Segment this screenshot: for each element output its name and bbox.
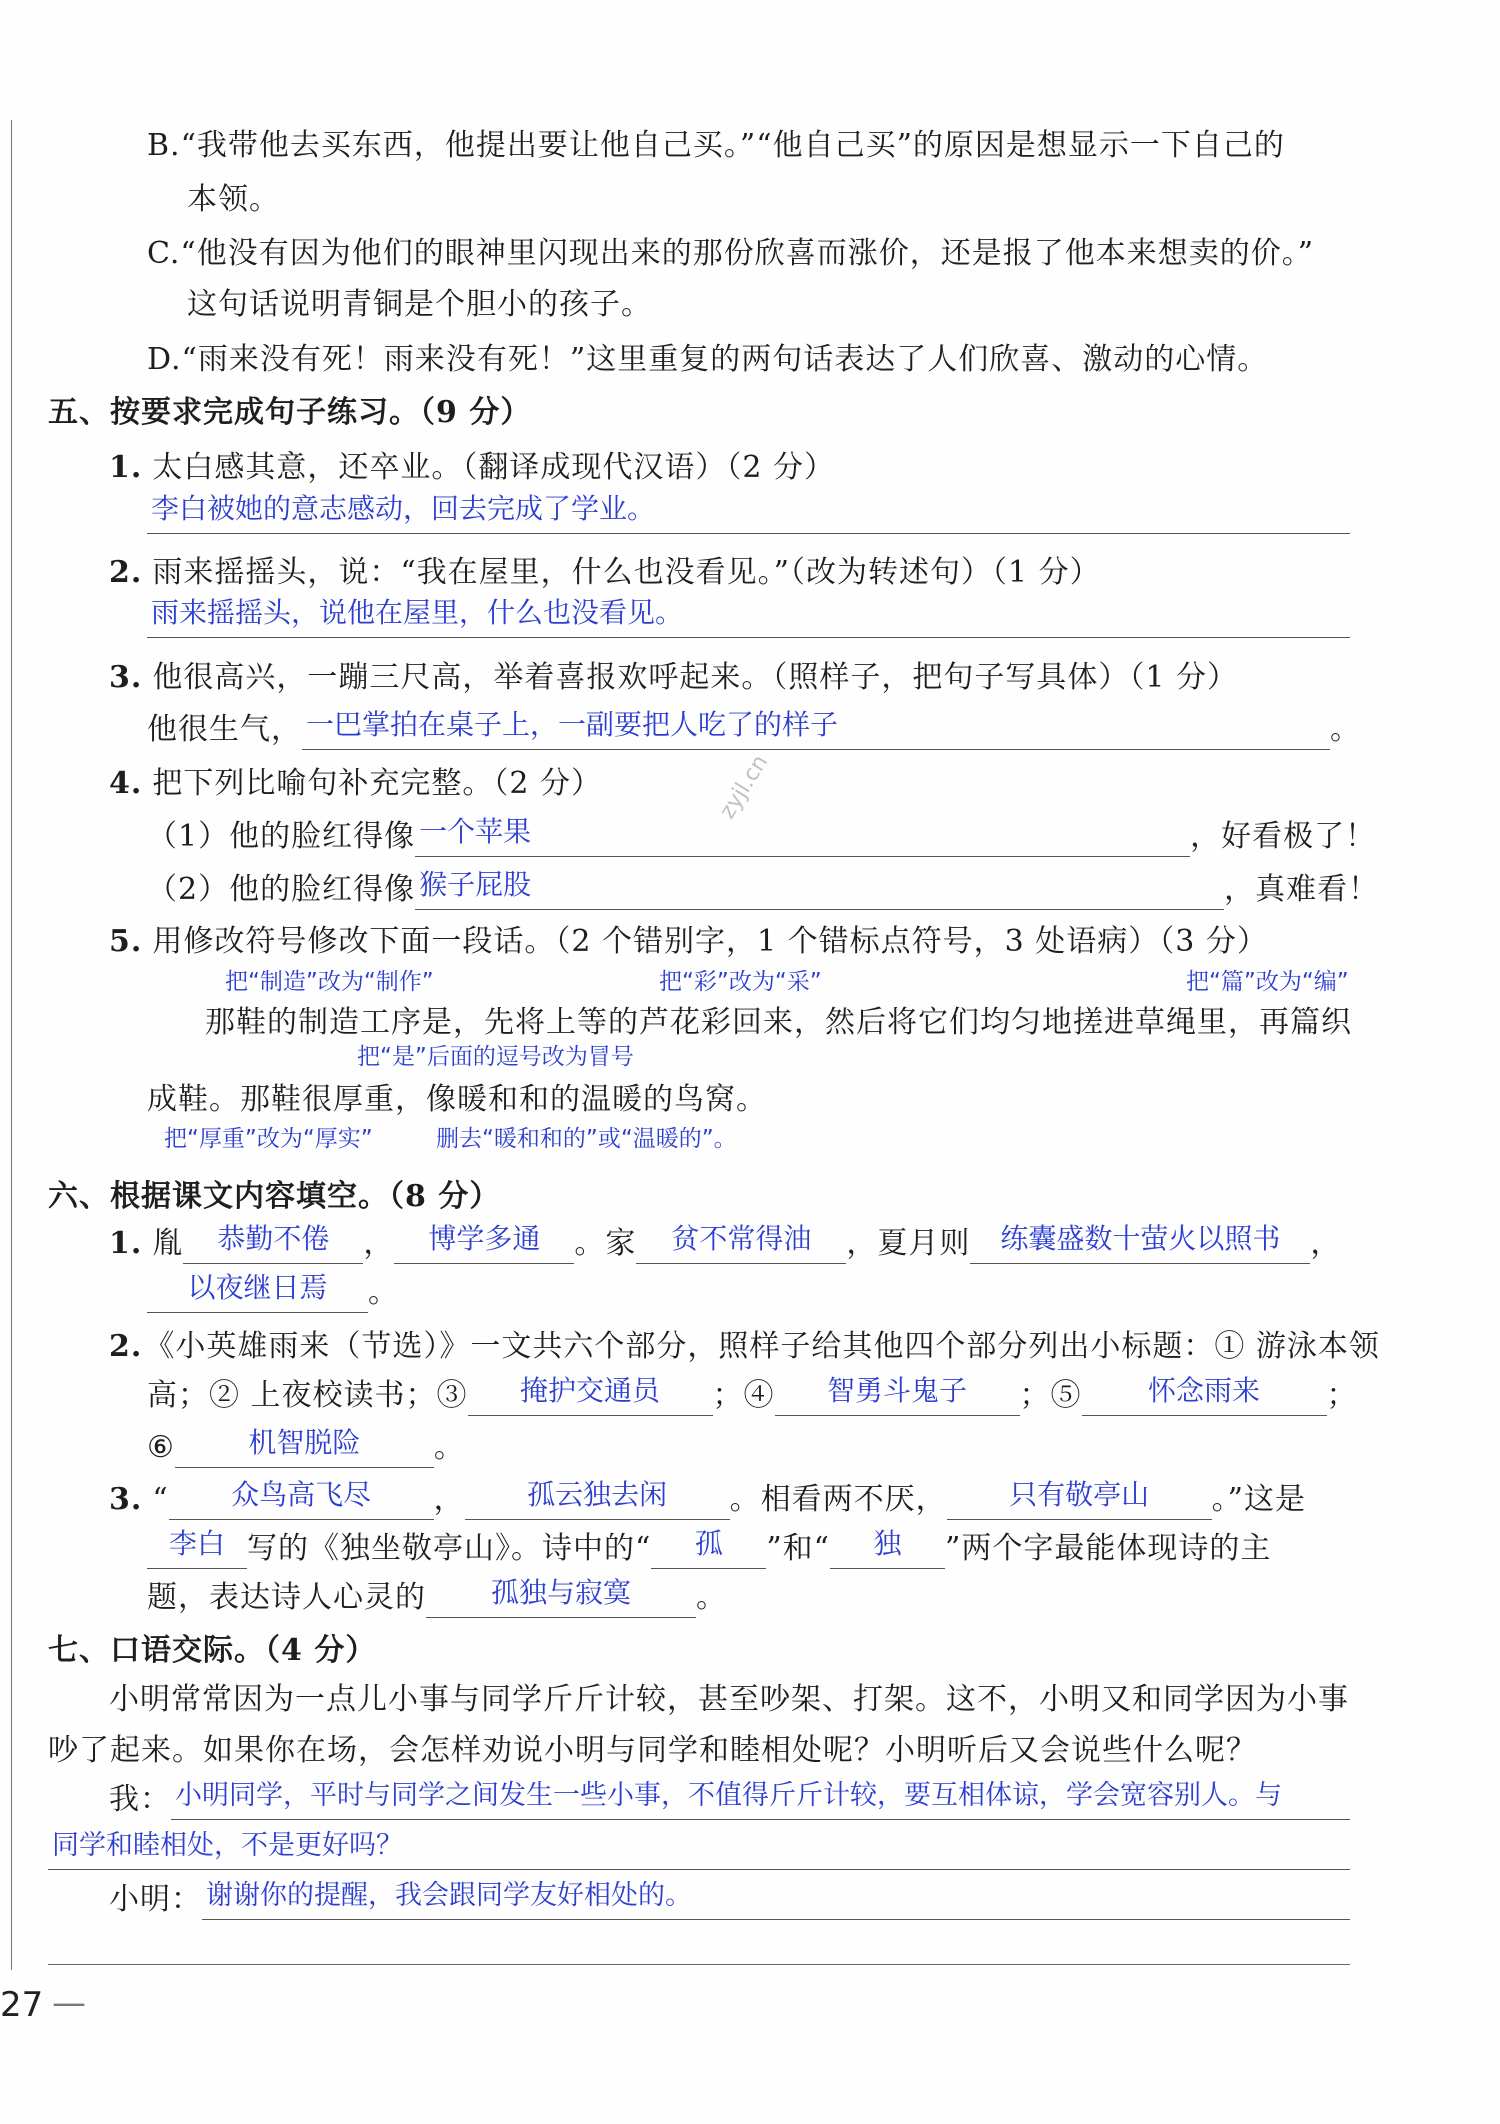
handwritten-answer: 智勇斗鬼子	[827, 1376, 968, 1407]
question-number: 2.	[109, 1329, 143, 1364]
answer-blank	[830, 1529, 945, 1569]
answer-blank	[1082, 1376, 1327, 1416]
handwritten-answer: 独	[873, 1529, 902, 1560]
speaker-label-xiaoming: 小明：	[109, 1882, 202, 1917]
question-number: 3.	[109, 660, 143, 695]
handwritten-answer: 贫不常得油	[671, 1224, 812, 1255]
speaker-label-me: 我：	[109, 1782, 171, 1817]
fill-text: ；⑤	[1019, 1378, 1082, 1413]
fill-text: ，	[363, 1226, 395, 1261]
handwritten-answer: 雨来摇摇头，说他在屋里，什么也没看见。	[151, 598, 684, 629]
s6-question-3	[109, 1480, 1306, 1520]
answer-blank	[48, 1830, 1350, 1870]
s5-question-2	[109, 553, 1101, 593]
fill-text: 写的《独坐敬亭山》。诗中的“	[247, 1531, 652, 1566]
section-7-heading: 七、口语交际。（4 分）	[48, 1633, 377, 1668]
question-number: 1.	[109, 450, 143, 485]
handwritten-answer: 只有敬亭山	[1009, 1480, 1150, 1511]
fill-text: 。”这是	[1211, 1482, 1307, 1517]
handwritten-answer: 练囊盛数十萤火以照书	[1000, 1224, 1281, 1255]
handwritten-answer: 李白	[168, 1529, 225, 1560]
handwritten-answer: 机智脱险	[248, 1428, 361, 1459]
question-text: 太白感其意，还卒业。（翻译成现代汉语）（2 分）	[152, 450, 835, 485]
handwritten-answer: 以夜继日焉	[187, 1273, 328, 1304]
s6-question-2	[109, 1327, 1380, 1367]
answer-blank	[970, 1224, 1310, 1264]
answer-blank	[394, 1224, 574, 1264]
s7-prompt-line-1: 小明常常因为一点儿小事与同学斤斤计较，甚至吵架、打架。这不，小明又和同学因为小事	[109, 1682, 1349, 1717]
fill-text: ⑥	[147, 1430, 175, 1465]
s7-my-answer-line-1	[109, 1780, 1350, 1820]
answer-blank	[171, 1780, 1350, 1820]
answer-blank	[147, 1273, 368, 1313]
option-d-line1: D.“雨来没有死！雨来没有死！”这里重复的两句话表达了人们欣喜、激动的心情。	[147, 342, 1269, 377]
binding-margin-line	[11, 120, 12, 1970]
answer-blank	[302, 710, 1330, 750]
fill-text: 。相看两不厌，	[729, 1482, 947, 1517]
handwritten-answer: 猴子屁股	[419, 870, 532, 901]
answer-blank	[147, 494, 1350, 534]
fill-text: 。	[368, 1275, 399, 1310]
handwritten-answer: 怀念雨来	[1148, 1376, 1261, 1407]
simile-suffix: ，真难看！	[1224, 872, 1380, 907]
question-number: 1.	[109, 1226, 143, 1261]
section-5-heading: 五、按要求完成句子练习。（9 分）	[48, 395, 532, 430]
handwritten-answer: 李白被她的意志感动，回去完成了学业。	[151, 494, 656, 525]
s5-question-4	[109, 764, 602, 804]
correction-note: 删去“暖和和的”或“温暖的”。	[436, 1126, 737, 1152]
fill-text: 题，表达诗人心灵的	[147, 1580, 426, 1615]
question-text: 他很高兴，一蹦三尺高，举着喜报欢呼起来。（照样子，把句子写具体）（1 分）	[152, 660, 1238, 695]
fill-text: “	[152, 1482, 169, 1517]
fill-text: 。家	[574, 1226, 637, 1261]
correction-note: 把“彩”改为“采”	[659, 969, 822, 995]
question-text: 把下列比喻句补充完整。（2 分）	[152, 766, 602, 801]
handwritten-answer: 同学和睦相处，不是更好吗？	[52, 1830, 403, 1861]
answer-blank	[465, 1480, 730, 1520]
s6-q1-line-2	[147, 1273, 399, 1313]
s7-xiaoming-answer-line	[109, 1880, 1350, 1920]
watermark: zyjl.cn	[715, 750, 774, 824]
question-number: 5.	[109, 924, 143, 959]
option-c-line2: 这句话说明青铜是个胆小的孩子。	[187, 287, 652, 322]
handwritten-answer: 小明同学，平时与同学之间发生一些小事，不值得斤斤计较，要互相体谅，学会宽容别人。与	[175, 1780, 1282, 1811]
s5-q4-item-1	[147, 817, 1376, 857]
s5-q4-item-2	[147, 870, 1379, 910]
correction-note: 把“是”后面的逗号改为冒号	[357, 1044, 634, 1070]
handwritten-answer: 掩护交通员	[520, 1376, 661, 1407]
fill-text: ；④	[712, 1378, 775, 1413]
s6-question-1	[109, 1224, 1341, 1264]
s6-q2-line-2	[147, 1376, 1358, 1416]
s5-question-5	[109, 922, 1268, 962]
simile-prefix: （1）他的脸红得像	[147, 819, 416, 854]
answer-blank	[636, 1224, 846, 1264]
fill-text: ”两个字最能体现诗的主	[945, 1531, 1272, 1566]
fill-text: 高；② 上夜校读书；③	[147, 1378, 468, 1413]
correction-note: 把“篇”改为“编”	[1186, 969, 1349, 995]
handwritten-answer: 一个苹果	[419, 817, 532, 848]
question-number: 4.	[109, 766, 143, 801]
s6-q3-line-2	[147, 1529, 1271, 1569]
simile-prefix: （2）他的脸红得像	[147, 872, 416, 907]
s6-q2-line-3	[147, 1428, 465, 1468]
fill-text: ，	[433, 1482, 465, 1517]
handwritten-answer: 孤独与寂寞	[490, 1578, 631, 1609]
passage-line-1: 那鞋的制造工序是，先将上等的芦花彩回来，然后将它们均匀地搓进草绳里，再篇织	[205, 1005, 1352, 1040]
section-6-heading: 六、根据课文内容填空。（8 分）	[48, 1179, 501, 1214]
s5-q1-answer-line	[147, 494, 1350, 534]
handwritten-answer: 恭勤不倦	[217, 1224, 330, 1255]
s6-q3-line-3	[147, 1578, 727, 1618]
fill-text: ，	[1310, 1226, 1342, 1261]
option-b-line2: 本领。	[187, 182, 280, 217]
answer-blank	[415, 817, 1190, 857]
handwritten-answer: 一巴掌拍在桌子上，一副要把人吃了的样子	[306, 710, 839, 741]
answer-blank	[415, 870, 1224, 910]
page-number: 27	[0, 1985, 44, 2025]
answer-blank	[947, 1480, 1212, 1520]
fill-text: 。	[433, 1430, 465, 1465]
answer-blank	[468, 1376, 713, 1416]
answer-blank	[651, 1529, 766, 1569]
question-text: 《小英雄雨来（节选）》一文共六个部分，照样子给其他四个部分列出小标题：① 游泳本领	[144, 1329, 1380, 1364]
handwritten-answer: 谢谢你的提醒，我会跟同学友好相处的。	[206, 1880, 692, 1911]
option-b-line1: B.“我带他去买东西，他提出要让他自己买。”“他自己买”的原因是想显示一下自己的	[147, 128, 1285, 163]
handwritten-answer: 孤云独去闲	[527, 1480, 668, 1511]
fill-text: ；	[1326, 1378, 1358, 1413]
s5-q3-answer-line	[147, 710, 1361, 750]
question-text: 雨来摇摇头，说：“我在屋里，什么也没看见。”（改为转述句）（1 分）	[152, 555, 1101, 590]
answer-blank	[147, 598, 1350, 638]
passage-line-2: 成鞋。那鞋很厚重，像暖和和的温暖的鸟窝。	[147, 1082, 767, 1117]
answer-blank	[183, 1224, 363, 1264]
question-number: 2.	[109, 555, 143, 590]
fill-text: 。	[696, 1580, 727, 1615]
s7-my-answer-line-2	[48, 1830, 1350, 1870]
handwritten-answer: 众鸟高飞尽	[231, 1480, 372, 1511]
fill-text: ”和“	[766, 1531, 831, 1566]
s5-question-3	[109, 658, 1238, 698]
answer-blank	[169, 1480, 434, 1520]
fill-text: ，夏月则	[846, 1226, 971, 1261]
correction-note: 把“制造”改为“制作”	[225, 969, 434, 995]
answer-blank	[202, 1880, 1350, 1920]
question-number: 3.	[109, 1482, 143, 1517]
fill-text: 胤	[152, 1226, 184, 1261]
handwritten-answer: 孤	[694, 1529, 723, 1560]
answer-blank	[175, 1428, 434, 1468]
answer-blank	[426, 1578, 696, 1618]
handwritten-answer: 博学多通	[428, 1224, 541, 1255]
sentence-end: 。	[1330, 712, 1361, 747]
question-text: 用修改符号修改下面一段话。（2 个错别字，1 个错标点符号，3 处语病）（3 分）	[152, 924, 1268, 959]
simile-suffix: ，好看极了！	[1190, 819, 1377, 854]
option-c-line1: C.“他没有因为他们的眼神里闪现出来的那份欣喜而涨价，还是报了他本来想卖的价。”	[147, 236, 1315, 271]
answer-blank	[147, 1529, 247, 1569]
correction-note: 把“厚重”改为“厚实”	[164, 1126, 373, 1152]
s7-prompt-line-2: 吵了起来。如果你在场，会怎样劝说小明与同学和睦相处呢？小明听后又会说些什么呢？	[48, 1733, 1257, 1768]
page-number-dash: —	[52, 1983, 86, 2023]
s5-q2-answer-line	[147, 598, 1350, 638]
answer-prompt: 他很生气，	[147, 712, 302, 747]
footer-rule	[48, 1964, 1350, 1965]
s5-question-1	[109, 448, 835, 488]
answer-blank	[775, 1376, 1020, 1416]
